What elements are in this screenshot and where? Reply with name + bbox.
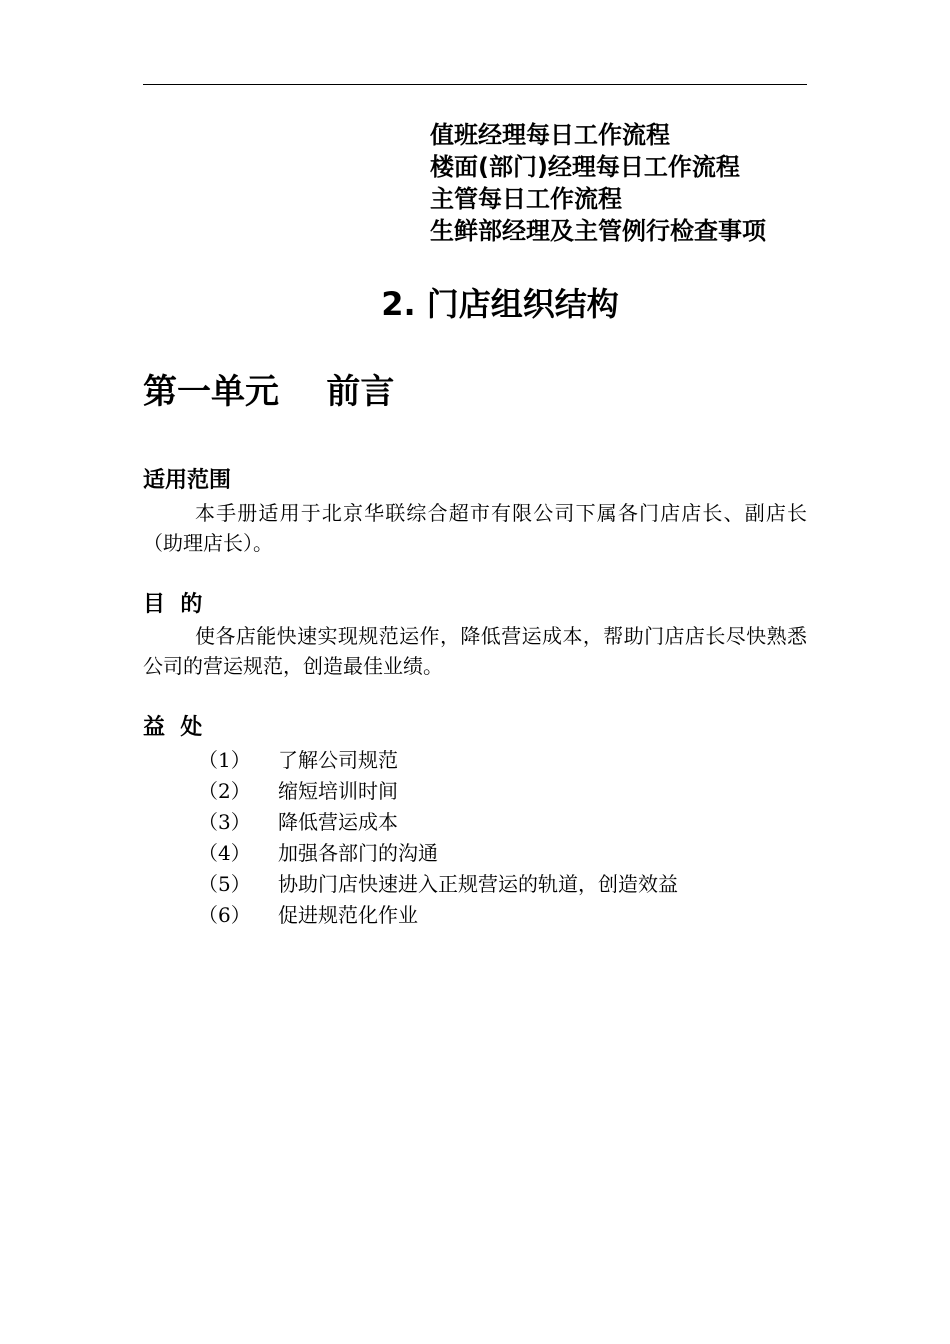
- list-item-text: 降低营运成本: [278, 810, 398, 834]
- list-item: [198, 900, 678, 931]
- unit-title: 第一单元 前言: [143, 372, 395, 412]
- toc-list: [430, 119, 766, 247]
- scope-paragraph: 本手册适用于北京华联综合超市有限公司下属各门店店长、副店长（助理店长）。: [143, 501, 807, 555]
- list-item-text: 协助门店快速进入正规营运的轨道，创造效益: [278, 872, 678, 896]
- benefits-heading: 益 处: [143, 715, 203, 740]
- section-title: 2. 门店组织结构: [381, 285, 619, 323]
- toc-item: 值班经理每日工作流程: [430, 121, 670, 149]
- header-rule: [143, 84, 807, 85]
- list-item: [198, 869, 678, 900]
- benefits-list: [198, 745, 678, 931]
- list-item-number: （3）: [198, 810, 251, 834]
- list-item-number: （2）: [198, 779, 251, 803]
- list-item-text: 加强各部门的沟通: [278, 841, 438, 865]
- list-item: [198, 807, 678, 838]
- list-item-number: （1）: [198, 748, 251, 772]
- toc-item: 主管每日工作流程: [430, 185, 622, 213]
- purpose-heading: 目 的: [143, 592, 203, 617]
- purpose-paragraph: 使各店能快速实现规范运作，降低营运成本，帮助门店店长尽快熟悉公司的营运规范，创造最佳业绩。: [143, 624, 807, 678]
- list-item-text: 了解公司规范: [278, 748, 398, 772]
- list-item: [198, 776, 678, 807]
- list-item-number: （6）: [198, 903, 251, 927]
- list-item-number: （4）: [198, 841, 251, 865]
- list-item-text: 促进规范化作业: [278, 903, 418, 927]
- scope-heading: 适用范围: [143, 468, 232, 493]
- list-item-text: 缩短培训时间: [278, 779, 398, 803]
- toc-item: 楼面(部门)经理每日工作流程: [430, 153, 740, 181]
- list-item: [198, 745, 678, 776]
- list-item-number: （5）: [198, 872, 251, 896]
- toc-item: 生鲜部经理及主管例行检查事项: [430, 217, 766, 245]
- list-item: [198, 838, 678, 869]
